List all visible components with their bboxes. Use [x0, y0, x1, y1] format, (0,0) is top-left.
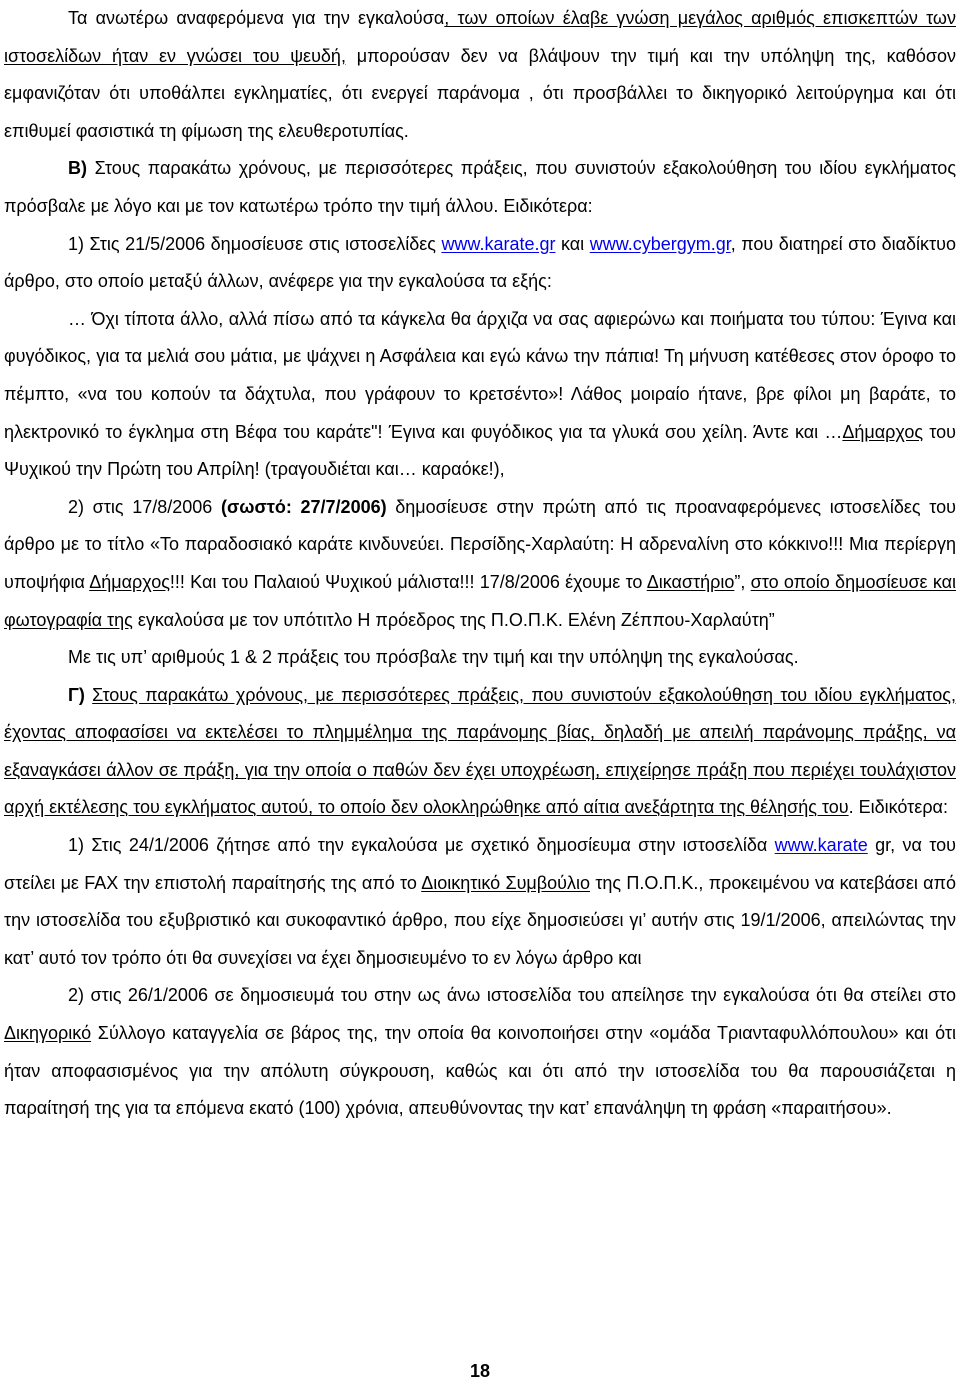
section-label-C: Γ): [68, 684, 85, 705]
underlined-phrase: Διοικητικό Συμβούλιο: [421, 872, 591, 893]
paragraph-quote: … Όχι τίποτα άλλο, αλλά πίσω από τα κάγκελα θα άρχιζα να σας αφιερώνω και ποιήματα του τύπου: Έγινα και φυγόδικος, για τα μελιά σου μάτια, με ψάχνει η Ασφάλεια και εγώ κάνω την πάπια! Τη μήνυση κατέθεσες στον όροφο το πέμπτο, «να του κοπούν τα δάχτυλα, που γράφουν το κρετσέντο»! Λάθος μοιραίο ήτανε, βρε φίλοι μη βαράτε, το ηλεκτρονικό το έγκλημα στη Βέφα του καράτε"! Έγινα και φυγόδικος για τα γλυκά σου χείλη. Άντε και …Δήμαρχος του Ψυχικού την Πρώτη του Απρίλη! (τραγουδιέται και… καραόκε!),: [4, 308, 957, 480]
paragraph-C2: 2) στις 26/1/2006 σε δημοσιευμά του στην ως άνω ιστοσελίδα του απείλησε την εγκαλούσα ότι θα στείλει στο Δικηγορικό Σύλλογο καταγγελία σε βάρος της, την οποία θα κοινοποιήσει στην «ομάδα Τριανταφυλλόπουλου» και ότι ήταν αποφασισμένος για την απόλυτη σύγκρουση, καθώς και ότι από την ιστοσελίδα του θα παρουσιάζεται η παραίτησή της για τα επόμενα εκατό (100) χρόνια, απευθύνοντας την κατ’ επανάληψη τη φράση «παραιτήσου».: [4, 985, 956, 1119]
paragraph-1: Τα ανωτέρω αναφερόμενα για την εγκαλούσα, των οποίων έλαβε γνώση μεγάλος αριθμός επισκεπτών των ιστοσελίδων ήταν εν γνώσει του ψευδή, μπορούσαν δεν να βλάψουν την τιμή και την υπόληψη της, καθόσον εμφανιζόταν ότι υποθάλπει εγκληματίες, ότι ενεργεί παράνομα , ότι προσβάλλει το δικηγορικό λειτούργημα και ότι επιθυμεί φασιστικά τη φίμωση της ελευθεροτυπίας.: [4, 8, 956, 141]
underlined-word: Δήμαρχος: [842, 421, 924, 442]
underlined-word: Δικηγορικό: [4, 1023, 92, 1044]
paragraph-C: Γ) Στους παρακάτω χρόνους, με περισσότερες πράξεις, που συνιστούν εξακολούθηση του ιδίου εγκλήματος, έχοντας αποφασίσει να εκτελέσει το πλημμέλημα της παράνομης βίας, δηλαδή με απειλή παράνομης πράξης, να εξαναγκάσει άλλον σε πράξη, για την οποία ο παθών δεν έχει υποχρέωση, επιχείρησε πράξη που περιέχει τουλάχιστον αρχή εκτέλεσης του εγκλήματος αυτού, το οποίο δεν ολοκληρώθηκε από αίτια ανεξάρτητα της θέλησής του. Ειδικότερα:: [4, 684, 956, 818]
paragraph-B1: 1) Στις 21/5/2006 δημοσίευσε στις ιστοσελίδες www.karate.gr και www.cybergym.gr, που διατηρεί στο διαδίκτυο άρθρο, στο οποίο μεταξύ άλλων, ανέφερε για την εγκαλούσα τα εξής:: [4, 233, 957, 292]
paragraph-B: Β) Στους παρακάτω χρόνους, με περισσότερες πράξεις, που συνιστούν εξακολούθηση του ιδίου εγκλήματος πρόσβαλε με λόγο και με τον κατωτέρω τρόπο την τιμή άλλου. Ειδικότερα:: [4, 158, 956, 216]
paragraph-summary: Με τις υπ’ αριθμούς 1 & 2 πράξεις του πρόσβαλε την τιμή και την υπόληψη της εγκαλούσας.: [68, 647, 799, 668]
underlined-charge: Στους παρακάτω χρόνους, με περισσότερες πράξεις, που συνιστούν εξακολούθηση του ιδίου εγκλήματος, έχοντας αποφασίσει να εκτελέσει το πλημμέλημα της παράνομης βίας, δηλαδή με απειλή παράνομης πράξης, να εξαναγκάσει άλλον σε πράξη, για την οποία ο παθών δεν έχει υποχρέωση, επιχείρησε πράξη που περιέχει τουλάχιστον αρχή εκτέλεσης του εγκλήματος αυτού, το οποίο δεν ολοκληρώθηκε από αίτια ανεξάρτητα της θέλησής του: [4, 684, 956, 818]
correction-note: (σωστό: 27/7/2006): [221, 496, 387, 517]
underlined-claim: , των οποίων έλαβε γνώση μεγάλος αριθμός επισκεπτών των ιστοσελίδων ήταν εν γνώσει του ψευδή,: [4, 8, 956, 66]
document-page: [4, 0, 956, 1128]
link-karate-short[interactable]: www.karate: [774, 835, 868, 856]
paragraph-C1: 1) Στις 24/1/2006 ζήτησε από την εγκαλούσα με σχετικό δημοσίευμα στην ιστοσελίδα www.karate gr, να του στείλει με FAX την επιστολή παραίτησής της από το Διοικητικό Συμβούλιο της Π.Ο.Π.Κ., προκειμένου να κατεβάσει από την ιστοσελίδα του εξυβριστικό και συκοφαντικό άρθρο, που είχε δημοσιεύσει γι’ αυτήν στις 19/1/2006, απειλώντας την κατ’ αυτό τον τρόπο ότι θα συνεχίσει να έχει δημοσιευμένο το εν λόγω άρθρο και: [4, 835, 957, 968]
underlined-phrase: στο οποίο δημοσίευσε και φωτογραφία της: [4, 571, 957, 630]
link-karate[interactable]: www.karate.gr: [441, 233, 556, 254]
paragraph-B2: 2) στις 17/8/2006 (σωστό: 27/7/2006) δημοσίευσε στην πρώτη από τις προαναφερόμενες ιστοσελίδες του άρθρο με το τίτλο «Το παραδοσιακό καράτε κινδυνεύει. Περσίδης-Χαρλαύτη: Η αδρεναλίνη στο κόκκινο!!! Μια περίεργη υποψήφια Δήμαρχος!!! Και του Παλαιού Ψυχικού μάλιστα!!! 17/8/2006 έχουμε το Δικαστήριο”, στο οποίο δημοσίευσε και φωτογραφία της εγκαλούσα με τον υπότιτλο Η πρόεδρος της Π.Ο.Π.Κ. Ελένη Ζέππου-Χαρλαύτη”: [4, 496, 957, 630]
underlined-word: Δικαστήριο: [646, 571, 735, 592]
page-number: 18: [469, 1361, 491, 1381]
link-cybergym[interactable]: www.cybergym.gr: [589, 233, 731, 254]
section-label-B: Β): [68, 158, 87, 179]
underlined-word: Δήμαρχος: [89, 571, 170, 592]
